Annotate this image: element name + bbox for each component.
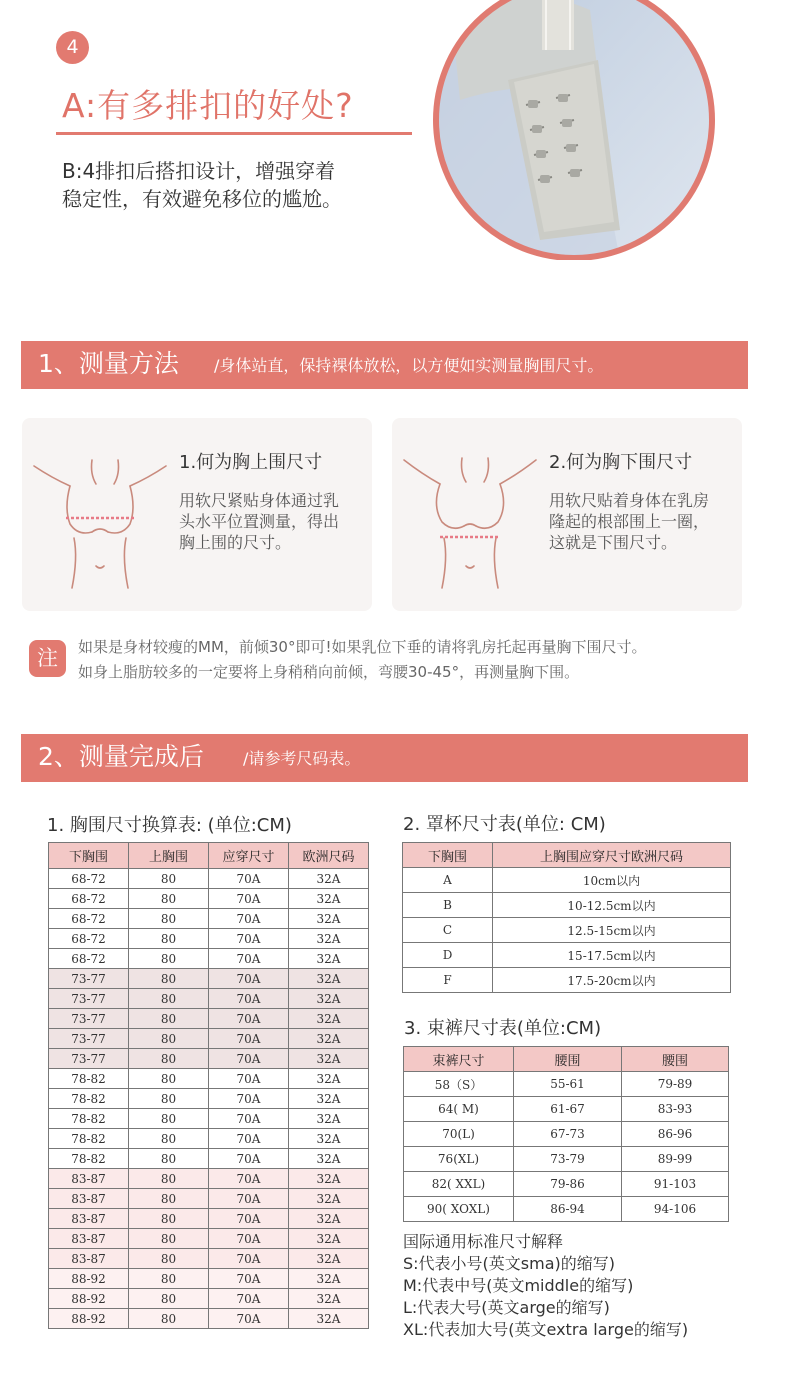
table-cell: 15-17.5cm以内 xyxy=(493,943,731,968)
table-cell: 80 xyxy=(129,929,209,949)
table-cell: 70(L) xyxy=(404,1122,514,1147)
table-cell: 83-87 xyxy=(49,1209,129,1229)
table-cell: 12.5-15cm以内 xyxy=(493,918,731,943)
table-cell: 32A xyxy=(289,929,369,949)
table-cell: 61-67 xyxy=(514,1097,622,1122)
table-cell: 70A xyxy=(209,1029,289,1049)
table-row xyxy=(49,889,369,909)
table-cell: 68-72 xyxy=(49,929,129,949)
table-row xyxy=(404,1197,729,1222)
card-description-line: 用软尺紧贴身体通过乳 xyxy=(179,491,340,510)
under-bust-figure-icon xyxy=(400,438,540,598)
table-cell: 73-77 xyxy=(49,1049,129,1069)
card-description-line: 用软尺贴着身体在乳房 xyxy=(549,491,710,510)
table-cell: 86-94 xyxy=(514,1197,622,1222)
table-cell: 32A xyxy=(289,1169,369,1189)
table-cell: 68-72 xyxy=(49,869,129,889)
table-cell: 32A xyxy=(289,1269,369,1289)
table-cell: 83-87 xyxy=(49,1249,129,1269)
table-cell: 80 xyxy=(129,1269,209,1289)
table-row xyxy=(49,1109,369,1129)
table-cell: 70A xyxy=(209,1109,289,1129)
banner-subtitle: /请参考尺码表。 xyxy=(243,749,361,768)
table-cell: 80 xyxy=(129,869,209,889)
table-cell: 70A xyxy=(209,949,289,969)
table-cell: 82( XXL) xyxy=(404,1172,514,1197)
table-cell: 32A xyxy=(289,969,369,989)
hook-closure-photo xyxy=(430,0,718,260)
table-cell: 70A xyxy=(209,909,289,929)
shaper-size-table-title: 3. 束裤尺寸表(单位:CM) xyxy=(404,1018,602,1039)
table-cell: 80 xyxy=(129,1309,209,1329)
table-row xyxy=(49,1209,369,1229)
table-cell: 32A xyxy=(289,989,369,1009)
standard-heading: 国际通用标准尺寸解释 xyxy=(403,1232,564,1251)
table-row xyxy=(49,909,369,929)
table-header-cell: 腰围 xyxy=(514,1047,622,1072)
table-body xyxy=(403,868,731,993)
table-cell: 32A xyxy=(289,889,369,909)
table-cell: 32A xyxy=(289,1189,369,1209)
table-row xyxy=(404,1172,729,1197)
cup-size-table-title: 2. 罩杯尺寸表(单位: CM) xyxy=(403,814,606,835)
table-body xyxy=(404,1072,729,1222)
table-cell: 32A xyxy=(289,1049,369,1069)
table-cell: 83-93 xyxy=(622,1097,729,1122)
table-cell: C xyxy=(403,918,493,943)
card-title: 2.何为胸下围尺寸 xyxy=(549,452,693,473)
table-row xyxy=(404,1097,729,1122)
table-cell: 83-87 xyxy=(49,1189,129,1209)
table-row xyxy=(49,949,369,969)
table-cell: 32A xyxy=(289,1029,369,1049)
table-cell: 70A xyxy=(209,1209,289,1229)
table-cell: 78-82 xyxy=(49,1109,129,1129)
shaper-size-table xyxy=(403,1046,729,1222)
table-cell: 76(XL) xyxy=(404,1147,514,1172)
table-cell: 32A xyxy=(289,1149,369,1169)
section-banner-measure xyxy=(21,341,748,389)
table-header-row xyxy=(49,843,369,869)
table-cell: 70A xyxy=(209,889,289,909)
table-header-cell: 欧洲尺码 xyxy=(289,843,369,869)
table-header-cell: 束裤尺寸 xyxy=(404,1047,514,1072)
answer-line-1: B:4排扣后搭扣设计，增强穿着 xyxy=(62,159,336,183)
table-cell: 83-87 xyxy=(49,1169,129,1189)
table-cell: 80 xyxy=(129,1029,209,1049)
standard-m: M:代表中号(英文middle的缩写) xyxy=(403,1276,634,1295)
table-cell: 32A xyxy=(289,1229,369,1249)
table-row xyxy=(49,1029,369,1049)
table-cell: 58（S） xyxy=(404,1072,514,1097)
table-cell: 78-82 xyxy=(49,1069,129,1089)
table-row xyxy=(404,1122,729,1147)
table-cell: 88-92 xyxy=(49,1269,129,1289)
note-badge: 注 xyxy=(29,640,66,677)
note-line-2: 如身上脂肪较多的一定要将上身稍稍向前倾，弯腰30-45°，再测量胸下围。 xyxy=(78,663,580,681)
table-cell: 89-99 xyxy=(622,1147,729,1172)
cup-size-table xyxy=(402,842,731,993)
table-cell: 80 xyxy=(129,889,209,909)
table-cell: 86-96 xyxy=(622,1122,729,1147)
table-cell: 55-61 xyxy=(514,1072,622,1097)
table-cell: 80 xyxy=(129,1149,209,1169)
table-cell: 88-92 xyxy=(49,1309,129,1329)
card-description-line: 隆起的根部围上一圈， xyxy=(549,512,710,531)
table-row xyxy=(49,1129,369,1149)
table-cell: 70A xyxy=(209,1289,289,1309)
table-cell: 80 xyxy=(129,1129,209,1149)
table-row xyxy=(403,918,731,943)
table-cell: 70A xyxy=(209,1049,289,1069)
table-row xyxy=(49,1269,369,1289)
table-cell: 67-73 xyxy=(514,1122,622,1147)
table-cell: 80 xyxy=(129,909,209,929)
table-header-row xyxy=(404,1047,729,1072)
table-cell: 70A xyxy=(209,929,289,949)
table-cell: 70A xyxy=(209,1169,289,1189)
table-cell: 80 xyxy=(129,969,209,989)
table-cell: 80 xyxy=(129,1209,209,1229)
table-cell: 73-77 xyxy=(49,989,129,1009)
table-cell: 32A xyxy=(289,1089,369,1109)
table-cell: 80 xyxy=(129,949,209,969)
table-cell: 64( M) xyxy=(404,1097,514,1122)
table-row xyxy=(49,1089,369,1109)
table-cell: 70A xyxy=(209,989,289,1009)
table-row xyxy=(49,1009,369,1029)
table-row xyxy=(49,1189,369,1209)
table-cell: 73-77 xyxy=(49,1029,129,1049)
table-cell: 70A xyxy=(209,1089,289,1109)
table-cell: 70A xyxy=(209,1129,289,1149)
table-header-cell: 腰围 xyxy=(622,1047,729,1072)
banner-title: 2、测量完成后 xyxy=(38,742,204,771)
table-row xyxy=(403,893,731,918)
table-cell: 32A xyxy=(289,1109,369,1129)
table-cell: 70A xyxy=(209,1229,289,1249)
table-row xyxy=(49,1249,369,1269)
bust-conversion-table-title: 1. 胸围尺寸换算表: (单位:CM) xyxy=(47,815,292,836)
section-banner-size-chart xyxy=(21,734,748,782)
table-cell: 32A xyxy=(289,909,369,929)
table-cell: 80 xyxy=(129,1229,209,1249)
table-header-cell: 下胸围 xyxy=(49,843,129,869)
table-cell: 78-82 xyxy=(49,1089,129,1109)
table-cell: 70A xyxy=(209,1189,289,1209)
table-cell: 79-89 xyxy=(622,1072,729,1097)
table-row xyxy=(49,1149,369,1169)
table-header-cell: 上胸围 xyxy=(129,843,209,869)
card-description xyxy=(179,490,369,553)
table-row xyxy=(49,1309,369,1329)
card-description xyxy=(549,490,739,553)
standard-s: S:代表小号(英文sma)的缩写) xyxy=(403,1254,616,1273)
table-cell: 90( XOXL) xyxy=(404,1197,514,1222)
table-cell: D xyxy=(403,943,493,968)
table-cell: 70A xyxy=(209,869,289,889)
step-number-badge: 4 xyxy=(56,31,89,64)
note-line-1: 如果是身材较瘦的MM，前倾30°即可!如果乳位下垂的请将乳房托起再量胸下围尺寸。 xyxy=(78,638,647,656)
table-cell: 78-82 xyxy=(49,1149,129,1169)
bust-conversion-table xyxy=(48,842,369,1329)
table-cell: 68-72 xyxy=(49,909,129,929)
table-cell: 88-92 xyxy=(49,1289,129,1309)
table-header-row xyxy=(403,843,731,868)
table-row xyxy=(49,929,369,949)
table-row xyxy=(49,869,369,889)
table-cell: 32A xyxy=(289,1069,369,1089)
table-header-cell: 应穿尺寸 xyxy=(209,843,289,869)
table-row xyxy=(49,1289,369,1309)
banner-title: 1、测量方法 xyxy=(38,349,179,378)
table-cell: 70A xyxy=(209,1309,289,1329)
table-cell: 83-87 xyxy=(49,1229,129,1249)
table-cell: 32A xyxy=(289,1309,369,1329)
table-cell: 70A xyxy=(209,1149,289,1169)
table-row xyxy=(49,1169,369,1189)
table-cell: 10-12.5cm以内 xyxy=(493,893,731,918)
answer-line-2: 稳定性，有效避免移位的尴尬。 xyxy=(62,187,342,211)
table-cell: 70A xyxy=(209,1249,289,1269)
table-cell: 32A xyxy=(289,1249,369,1269)
table-cell: B xyxy=(403,893,493,918)
card-title: 1.何为胸上围尺寸 xyxy=(179,452,323,473)
measure-card-under-bust xyxy=(392,418,742,611)
banner-subtitle: /身体站直，保持裸体放松，以方便如实测量胸围尺寸。 xyxy=(214,356,604,375)
table-cell: 80 xyxy=(129,1289,209,1309)
table-row xyxy=(403,968,731,993)
table-cell: 32A xyxy=(289,869,369,889)
table-row xyxy=(404,1147,729,1172)
table-cell: 80 xyxy=(129,1089,209,1109)
table-cell: 10cm以内 xyxy=(493,868,731,893)
table-cell: 70A xyxy=(209,1009,289,1029)
table-cell: 94-106 xyxy=(622,1197,729,1222)
upper-bust-figure-icon xyxy=(30,438,170,598)
table-body xyxy=(49,869,369,1329)
standard-size-explanation xyxy=(403,1231,783,1341)
table-row xyxy=(49,1229,369,1249)
table-cell: F xyxy=(403,968,493,993)
table-cell: 32A xyxy=(289,1129,369,1149)
measure-card-upper-bust xyxy=(22,418,372,611)
table-cell: 68-72 xyxy=(49,949,129,969)
card-description-line: 这就是下围尺寸。 xyxy=(549,533,678,552)
card-description-line: 头水平位置测量，得出 xyxy=(179,512,340,531)
table-cell: 80 xyxy=(129,1049,209,1069)
table-cell: 80 xyxy=(129,1189,209,1209)
card-description-line: 胸上围的尺寸。 xyxy=(179,533,292,552)
table-cell: 32A xyxy=(289,1289,369,1309)
table-cell: 32A xyxy=(289,1009,369,1029)
table-cell: 70A xyxy=(209,1269,289,1289)
table-cell: 80 xyxy=(129,989,209,1009)
table-row xyxy=(404,1072,729,1097)
table-row xyxy=(49,1069,369,1089)
table-cell: 80 xyxy=(129,1069,209,1089)
table-cell: 91-103 xyxy=(622,1172,729,1197)
table-header-cell: 上胸围应穿尺寸欧洲尺码 xyxy=(493,843,731,868)
table-cell: 80 xyxy=(129,1009,209,1029)
standard-xl: XL:代表加大号(英文extra large的缩写) xyxy=(403,1320,689,1339)
table-cell: 70A xyxy=(209,1069,289,1089)
table-cell: 80 xyxy=(129,1109,209,1129)
table-cell: 32A xyxy=(289,949,369,969)
table-cell: 73-77 xyxy=(49,969,129,989)
table-row xyxy=(49,969,369,989)
title-underline xyxy=(56,132,412,135)
table-cell: 32A xyxy=(289,1209,369,1229)
table-cell: 80 xyxy=(129,1169,209,1189)
table-cell: 68-72 xyxy=(49,889,129,909)
table-row xyxy=(49,1049,369,1069)
table-cell: 73-77 xyxy=(49,1009,129,1029)
standard-l: L:代表大号(英文arge的缩写) xyxy=(403,1298,610,1317)
table-cell: 17.5-20cm以内 xyxy=(493,968,731,993)
table-cell: A xyxy=(403,868,493,893)
table-header-cell: 下胸围 xyxy=(403,843,493,868)
table-cell: 78-82 xyxy=(49,1129,129,1149)
note-text xyxy=(78,635,768,685)
question-title: A:有多排扣的好处? xyxy=(62,86,354,125)
table-row xyxy=(49,989,369,1009)
table-row xyxy=(403,868,731,893)
table-cell: 80 xyxy=(129,1249,209,1269)
table-cell: 73-79 xyxy=(514,1147,622,1172)
table-cell: 79-86 xyxy=(514,1172,622,1197)
table-row xyxy=(403,943,731,968)
answer-text xyxy=(62,157,392,213)
table-cell: 70A xyxy=(209,969,289,989)
